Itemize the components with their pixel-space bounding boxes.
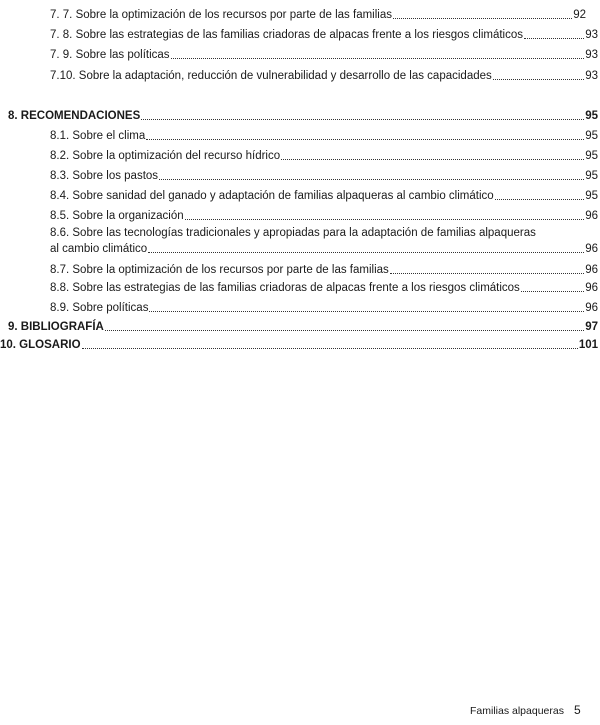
leader-dots <box>171 58 585 59</box>
toc-entry-label-line1: 8.6. Sobre las tecnologías tradicionales y apropiadas para la adaptación de familias alpaqueras <box>50 227 536 239</box>
page-footer <box>470 703 581 717</box>
toc-entry-label: 9. BIBLIOGRAFÍA <box>8 321 104 333</box>
leader-dots <box>390 273 584 274</box>
toc-entry-label: 7. 9. Sobre las políticas <box>50 49 170 61</box>
toc-entry-page: 95 <box>585 110 598 122</box>
leader-dots <box>185 219 585 220</box>
toc-entry-7-10 <box>50 69 598 83</box>
toc-entry-page: 93 <box>585 49 598 61</box>
toc-entry-8-9 <box>50 301 598 315</box>
leader-dots <box>159 179 584 180</box>
toc-entry-8-3 <box>50 169 598 183</box>
toc-entry-page: 97 <box>585 321 598 333</box>
toc-entry-9 <box>8 320 598 334</box>
toc-entry-page: 96 <box>585 243 598 255</box>
leader-dots <box>524 38 584 39</box>
toc-entry-label: 8.2. Sobre la optimización del recurso hídrico <box>50 150 281 162</box>
toc-entry-label: 8. RECOMENDACIONES <box>8 110 141 122</box>
toc-entry-7-7 <box>50 8 586 22</box>
toc-entry-10 <box>0 338 598 352</box>
toc-entry-label: 8.5. Sobre la organización <box>50 210 184 222</box>
toc-entry-label: 8.9. Sobre políticas <box>50 302 149 314</box>
toc-entry-page: 96 <box>585 264 598 276</box>
toc-entry-page: 95 <box>585 190 598 202</box>
leader-dots <box>149 311 584 312</box>
leader-dots <box>393 18 572 19</box>
toc-entry-8-4 <box>50 189 598 203</box>
toc-entry-8-7 <box>50 263 598 277</box>
leader-dots <box>141 119 584 120</box>
toc-entry-8-8 <box>50 281 598 295</box>
toc-entry-8 <box>8 109 598 123</box>
footer-page-number: 5 <box>573 703 581 717</box>
toc-entry-7-9 <box>50 48 598 62</box>
toc-entry-page: 96 <box>585 282 598 294</box>
toc-entry-label: 8.1. Sobre el clima <box>50 130 146 142</box>
toc-entry-7-8 <box>50 28 598 42</box>
toc-entry-label: 7. 7. Sobre la optimización de los recursos por parte de las familias <box>50 9 392 21</box>
toc-entry-page: 95 <box>585 130 598 142</box>
toc-entry-page: 96 <box>585 302 598 314</box>
toc-entry-label: 8.7. Sobre la optimización de los recursos por parte de las familias <box>50 264 389 276</box>
toc-entry-page: 93 <box>585 70 598 82</box>
leader-dots <box>281 159 584 160</box>
leader-dots <box>105 330 584 331</box>
leader-dots <box>521 291 584 292</box>
footer-title: Familias alpaqueras <box>470 705 564 717</box>
toc-entry-label-line2: al cambio climático <box>50 243 148 255</box>
toc-entry-page: 101 <box>578 339 598 351</box>
toc-entry-page: 95 <box>585 170 598 182</box>
leader-dots <box>493 79 584 80</box>
leader-dots <box>82 348 578 349</box>
toc-entry-label: 10. GLOSARIO <box>0 339 81 351</box>
toc-entry-row2 <box>50 242 598 256</box>
leader-dots <box>146 139 584 140</box>
toc-entry-label: 7.10. Sobre la adaptación, reducción de vulnerabilidad y desarrollo de las capacidades <box>50 70 492 82</box>
toc-entry-page: 92 <box>573 9 586 21</box>
toc-entry-8-6 <box>50 226 598 256</box>
toc-entry-page: 96 <box>585 210 598 222</box>
toc-entry-page: 95 <box>585 150 598 162</box>
toc-entry-page: 93 <box>585 29 598 41</box>
toc-entry-label: 8.4. Sobre sanidad del ganado y adaptación de familias alpaqueras al cambio climático <box>50 190 494 202</box>
toc-entry-label: 8.3. Sobre los pastos <box>50 170 159 182</box>
toc-entry-8-1 <box>50 129 598 143</box>
toc-entry-8-5 <box>50 209 598 223</box>
toc-entry-label: 7. 8. Sobre las estrategias de las familias criadoras de alpacas frente a los riesgos climáticos <box>50 29 524 41</box>
toc-entry-8-2 <box>50 149 598 163</box>
leader-dots <box>148 252 584 253</box>
leader-dots <box>495 199 585 200</box>
toc-entry-label: 8.8. Sobre las estrategias de las familias criadoras de alpacas frente a los riesgos climáticos <box>50 282 520 294</box>
